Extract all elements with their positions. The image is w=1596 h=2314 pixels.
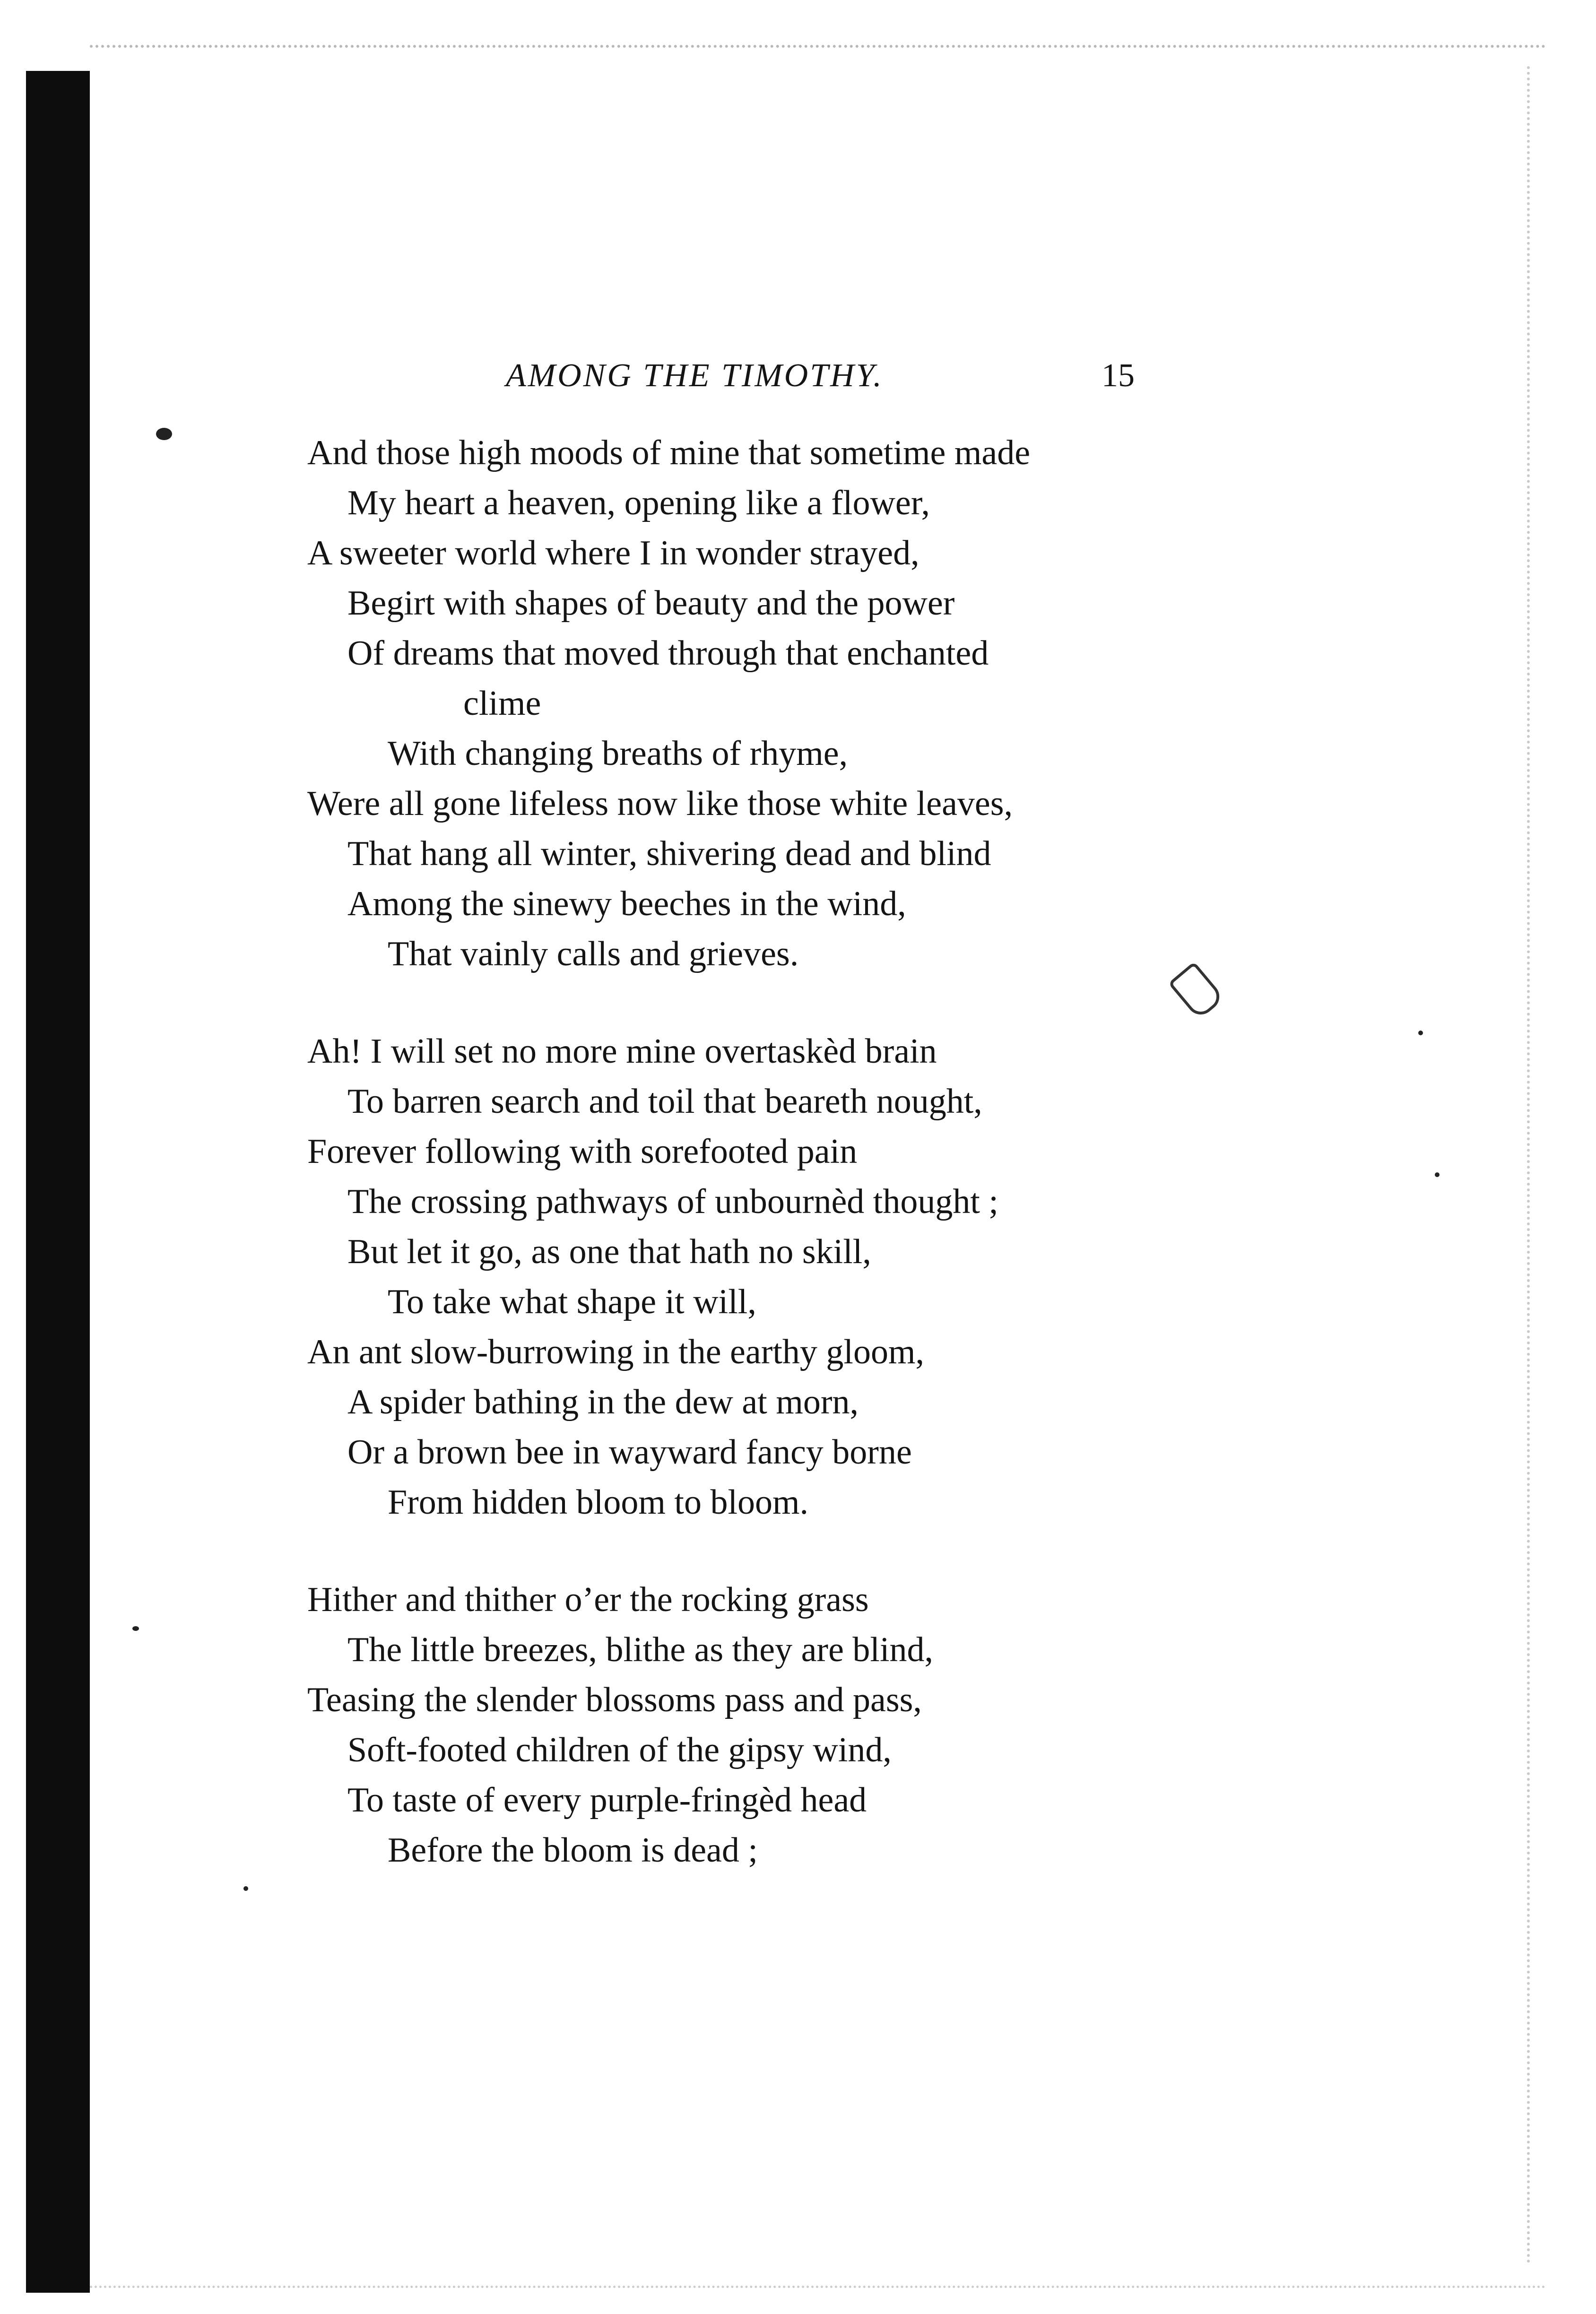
- poem-line: Among the sinewy beeches in the wind,: [347, 884, 906, 923]
- page-right-edge: [1527, 66, 1539, 2264]
- ink-speck: [156, 428, 172, 440]
- stanza: [303, 1026, 1177, 1527]
- poem-line: The little breezes, blithe as they are blind,: [347, 1630, 934, 1669]
- poem-line: Teasing the slender blossoms pass and pass,: [307, 1681, 922, 1719]
- poem-line: But let it go, as one that hath no skill,: [347, 1232, 871, 1271]
- poem-line: To taste of every purple-fringèd head: [347, 1781, 867, 1820]
- poem-line: Soft-footed children of the gipsy wind,: [347, 1731, 892, 1769]
- poem-line: To take what shape it will,: [388, 1283, 756, 1321]
- ink-speck: [1435, 1172, 1440, 1177]
- poem-body: [303, 428, 1177, 1923]
- poem-line: Were all gone lifeless now like those white leaves,: [307, 784, 1013, 823]
- stanza: [303, 428, 1177, 979]
- poem-line: And those high moods of mine that sometime made: [307, 433, 1031, 472]
- poem-line: From hidden bloom to bloom.: [388, 1483, 809, 1522]
- poem-line: The crossing pathways of unbournèd thought ;: [347, 1182, 998, 1221]
- poem-line: Or a brown bee in wayward fancy borne: [347, 1433, 912, 1472]
- ink-speck: [132, 1626, 139, 1631]
- poem-line: My heart a heaven, opening like a flower,: [347, 484, 930, 522]
- poem-line: That hang all winter, shivering dead and blind: [347, 834, 991, 873]
- poem-line: Forever following with sorefooted pain: [307, 1132, 858, 1171]
- page-bottom-edge: [90, 2286, 1546, 2293]
- poem-line: Before the bloom is dead ;: [388, 1831, 758, 1870]
- running-title: AMONG THE TIMOTHY.: [506, 357, 884, 394]
- poem-line: Of dreams that moved through that enchanted: [347, 634, 989, 673]
- ink-speck: [243, 1886, 248, 1891]
- poem-line: Begirt with shapes of beauty and the power: [347, 584, 955, 623]
- poem-line: A sweeter world where I in wonder strayed,: [307, 534, 919, 572]
- page-top-edge: [90, 45, 1546, 54]
- stanza: [303, 1575, 1177, 1875]
- poem-line: An ant slow-burrowing in the earthy gloom,: [307, 1333, 925, 1371]
- poem-line: That vainly calls and grieves.: [388, 935, 799, 973]
- poem-line: A spider bathing in the dew at morn,: [347, 1383, 859, 1421]
- page-number: 15: [1102, 357, 1135, 394]
- ink-speck: [1418, 1031, 1423, 1035]
- poem-line: With changing breaths of rhyme,: [388, 734, 848, 773]
- poem-line: Hither and thither o’er the rocking grass: [307, 1580, 869, 1619]
- book-gutter-shadow: [26, 71, 90, 2293]
- poem-line: Ah! I will set no more mine overtaskèd brain: [307, 1032, 937, 1071]
- poem-line: clime: [463, 684, 541, 723]
- poem-line: To barren search and toil that beareth nought,: [347, 1082, 982, 1121]
